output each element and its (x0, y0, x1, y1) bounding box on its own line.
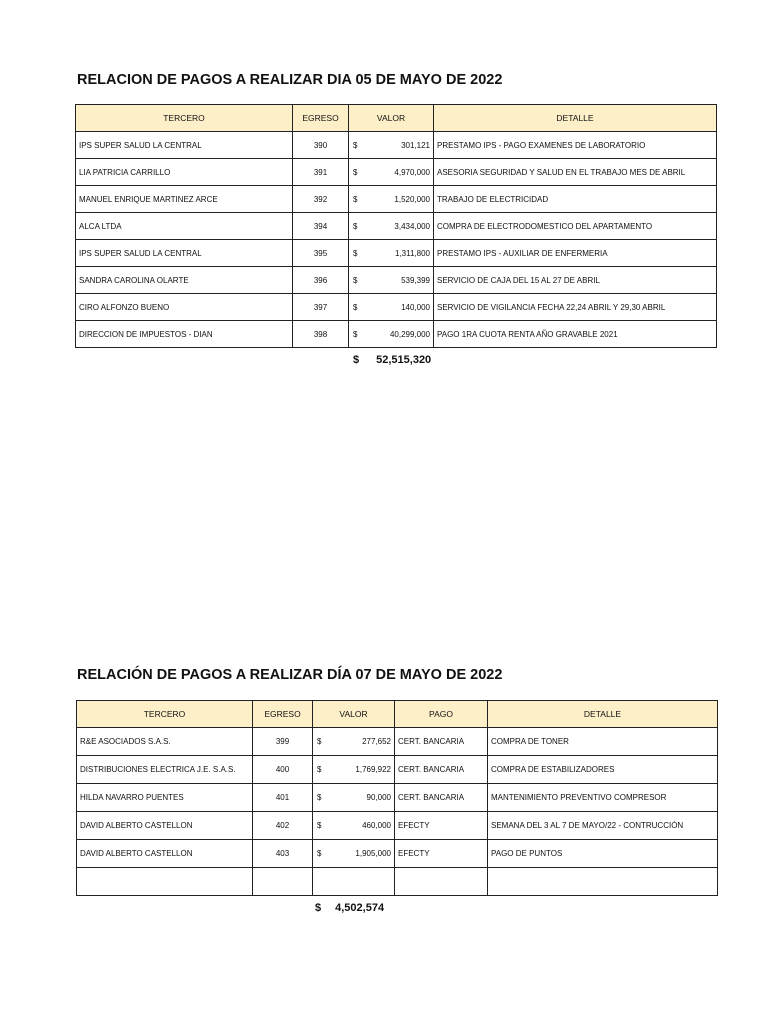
header-valor: VALOR (349, 105, 434, 132)
cell-tercero: DISTRIBUCIONES ELECTRICA J.E. S.A.S. (77, 756, 253, 784)
amount: 140,000 (401, 302, 430, 312)
cell-pago: EFECTY (395, 840, 488, 868)
cell-egreso: 396 (293, 267, 349, 294)
cell-egreso (253, 868, 313, 896)
currency-symbol: $ (353, 248, 358, 258)
currency-symbol: $ (317, 737, 322, 746)
cell-valor (313, 728, 395, 756)
cell-detalle: MANTENIMIENTO PREVENTIVO COMPRESOR (488, 784, 718, 812)
cell-detalle: PAGO DE PUNTOS (488, 840, 718, 868)
cell-detalle: PRESTAMO IPS - AUXILIAR DE ENFERMERIA (434, 240, 717, 267)
cell-detalle: SERVICIO DE CAJA DEL 15 AL 27 DE ABRIL (434, 267, 717, 294)
cell-valor (349, 267, 434, 294)
cell-egreso: 392 (293, 186, 349, 213)
header-detalle: DETALLE (434, 105, 717, 132)
currency-symbol: $ (317, 793, 322, 802)
payments-table-05-mayo (75, 104, 717, 348)
amount: 460,000 (362, 821, 391, 830)
cell-pago: CERT. BANCARIA (395, 756, 488, 784)
table-row (77, 868, 718, 896)
section1-title: RELACION DE PAGOS A REALIZAR DIA 05 DE MAYO DE 2022 (77, 72, 503, 88)
table-row (77, 840, 718, 868)
header-detalle: DETALLE (488, 701, 718, 728)
payments-table-07-mayo (76, 700, 718, 896)
cell-tercero: DAVID ALBERTO CASTELLON (77, 812, 253, 840)
total-currency: $ (353, 354, 360, 366)
amount: 3,434,000 (394, 221, 430, 231)
cell-tercero: DAVID ALBERTO CASTELLON (77, 840, 253, 868)
section1-total (353, 354, 431, 366)
cell-tercero: CIRO ALFONZO BUENO (76, 294, 293, 321)
cell-valor (313, 840, 395, 868)
header-tercero: TERCERO (77, 701, 253, 728)
cell-valor (313, 756, 395, 784)
header-egreso: EGRESO (253, 701, 313, 728)
cell-tercero: R&E ASOCIADOS S.A.S. (77, 728, 253, 756)
currency-symbol: $ (353, 329, 358, 339)
cell-egreso: 400 (253, 756, 313, 784)
table-row (76, 321, 717, 348)
cell-pago: CERT. BANCARIA (395, 784, 488, 812)
amount: 1,769,922 (355, 765, 391, 774)
cell-egreso: 395 (293, 240, 349, 267)
cell-egreso: 401 (253, 784, 313, 812)
cell-tercero: MANUEL ENRIQUE MARTINEZ ARCE (76, 186, 293, 213)
cell-detalle: TRABAJO DE ELECTRICIDAD (434, 186, 717, 213)
total-currency: $ (315, 902, 322, 914)
amount: 277,652 (362, 737, 391, 746)
cell-valor (349, 132, 434, 159)
table-row (76, 159, 717, 186)
table-row (76, 267, 717, 294)
section2-title: RELACIÓN DE PAGOS A REALIZAR DÍA 07 DE MAYO DE 2022 (77, 667, 503, 683)
cell-detalle: SERVICIO DE VIGILANCIA FECHA 22,24 ABRIL Y 29,30 ABRIL (434, 294, 717, 321)
cell-detalle (488, 868, 718, 896)
amount: 4,970,000 (394, 167, 430, 177)
cell-detalle: SEMANA DEL 3 AL 7 DE MAYO/22 - CONTRUCCIÓN (488, 812, 718, 840)
currency-symbol: $ (353, 275, 358, 285)
cell-valor (313, 812, 395, 840)
amount: 539,399 (401, 275, 430, 285)
cell-detalle: ASESORIA SEGURIDAD Y SALUD EN EL TRABAJO MES DE ABRIL (434, 159, 717, 186)
cell-egreso: 397 (293, 294, 349, 321)
cell-egreso: 402 (253, 812, 313, 840)
cell-egreso: 394 (293, 213, 349, 240)
cell-valor (349, 213, 434, 240)
amount: 40,299,000 (389, 329, 430, 339)
cell-egreso: 403 (253, 840, 313, 868)
cell-tercero: DIRECCION DE IMPUESTOS - DIAN (76, 321, 293, 348)
amount: 1,520,000 (394, 194, 430, 204)
cell-pago: CERT. BANCARIA (395, 728, 488, 756)
cell-valor (349, 240, 434, 267)
cell-detalle: COMPRA DE ESTABILIZADORES (488, 756, 718, 784)
total-amount: 52,515,320 (376, 354, 432, 366)
cell-detalle: PRESTAMO IPS - PAGO EXAMENES DE LABORATORIO (434, 132, 717, 159)
currency-symbol: $ (317, 765, 322, 774)
table-row (76, 240, 717, 267)
currency-symbol: $ (353, 194, 358, 204)
cell-valor (313, 868, 395, 896)
cell-detalle: PAGO 1RA CUOTA RENTA AÑO GRAVABLE 2021 (434, 321, 717, 348)
table-row (77, 784, 718, 812)
cell-valor (349, 294, 434, 321)
total-amount: 4,502,574 (335, 902, 385, 914)
cell-tercero: IPS SUPER SALUD LA CENTRAL (76, 132, 293, 159)
currency-symbol: $ (353, 302, 358, 312)
cell-valor (313, 784, 395, 812)
amount: 1,311,800 (395, 248, 430, 258)
table-row (77, 756, 718, 784)
cell-tercero: LIA PATRICIA CARRILLO (76, 159, 293, 186)
cell-pago: EFECTY (395, 812, 488, 840)
cell-valor (349, 159, 434, 186)
cell-pago (395, 868, 488, 896)
table-header-row (77, 701, 718, 728)
currency-symbol: $ (353, 167, 358, 177)
currency-symbol: $ (317, 821, 322, 830)
header-pago: PAGO (395, 701, 488, 728)
table-row (77, 728, 718, 756)
cell-tercero: IPS SUPER SALUD LA CENTRAL (76, 240, 293, 267)
amount: 90,000 (366, 793, 391, 802)
table-row (76, 186, 717, 213)
header-valor: VALOR (313, 701, 395, 728)
currency-symbol: $ (353, 140, 358, 150)
cell-detalle: COMPRA DE ELECTRODOMESTICO DEL APARTAMENTO (434, 213, 717, 240)
cell-tercero: HILDA NAVARRO PUENTES (77, 784, 253, 812)
header-tercero: TERCERO (76, 105, 293, 132)
cell-egreso: 391 (293, 159, 349, 186)
table-row (77, 812, 718, 840)
cell-tercero: SANDRA CAROLINA OLARTE (76, 267, 293, 294)
currency-symbol: $ (317, 849, 322, 858)
table-header-row (76, 105, 717, 132)
table-row (76, 213, 717, 240)
amount: 1,905,000 (355, 849, 391, 858)
cell-egreso: 398 (293, 321, 349, 348)
header-egreso: EGRESO (293, 105, 349, 132)
cell-egreso: 390 (293, 132, 349, 159)
cell-tercero (77, 868, 253, 896)
cell-detalle: COMPRA DE TONER (488, 728, 718, 756)
section2-total (315, 902, 384, 914)
cell-tercero: ALCA LTDA (76, 213, 293, 240)
cell-egreso: 399 (253, 728, 313, 756)
table-row (76, 294, 717, 321)
amount: 301,121 (401, 140, 430, 150)
cell-valor (349, 186, 434, 213)
cell-valor (349, 321, 434, 348)
table-body (76, 132, 717, 348)
table-row (76, 132, 717, 159)
currency-symbol: $ (353, 221, 358, 231)
table-body (77, 728, 718, 896)
